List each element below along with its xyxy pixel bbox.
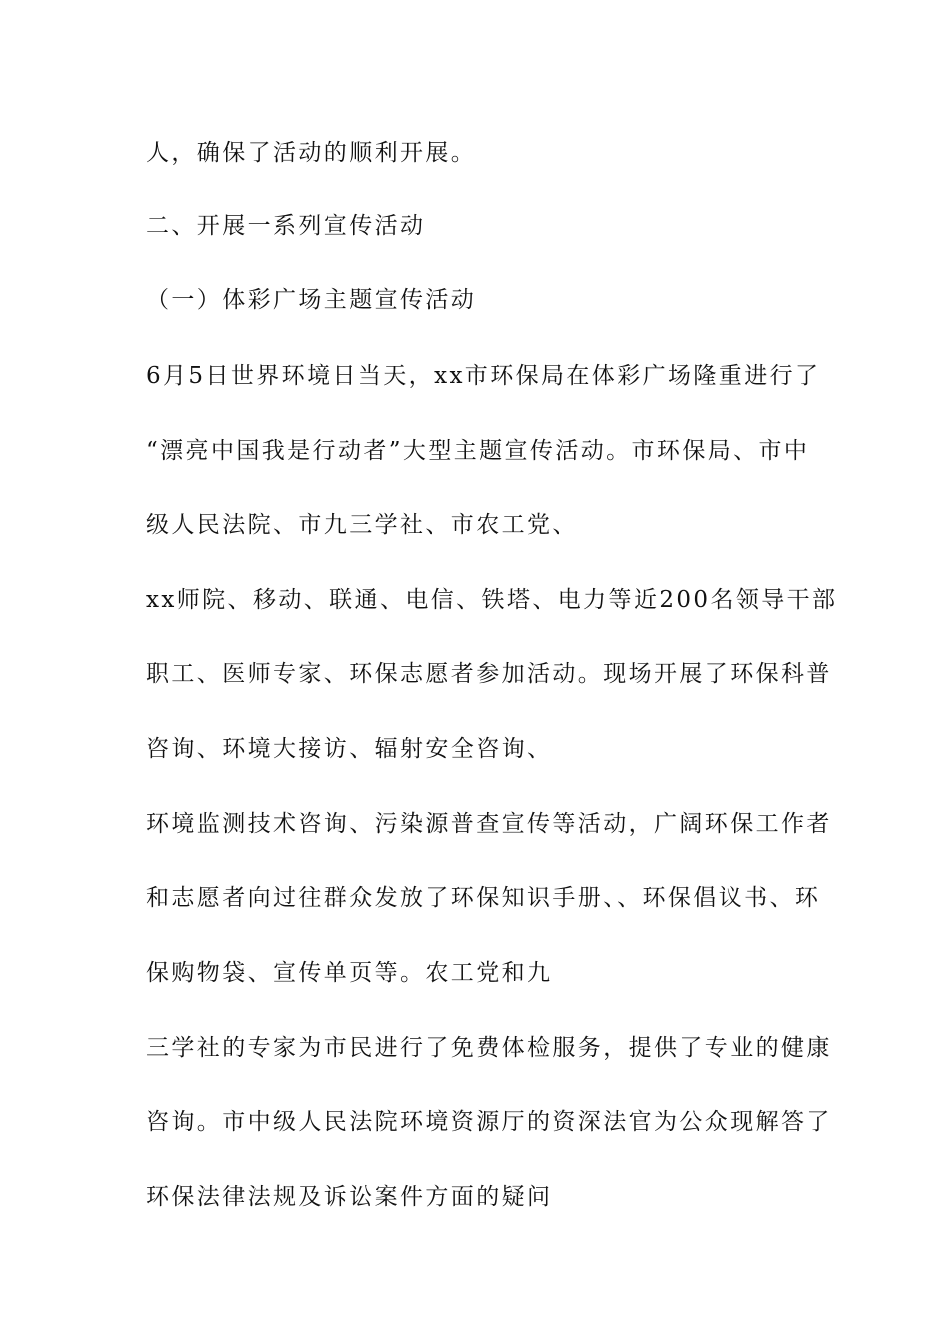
text-line: 环保法律法规及诉讼案件方面的疑问 bbox=[146, 1184, 553, 1210]
text-line: 6月5日世界环境日当天，xx市环保局在体彩广场隆重进行了 bbox=[146, 363, 821, 389]
text-line: “漂亮中国我是行动者”大型主题宣传活动。市环保局、市中 bbox=[146, 438, 810, 464]
text-line: xx师院、移动、联通、电信、铁塔、电力等近200名领导干部 bbox=[146, 587, 838, 613]
text-line: 咨询。市中级人民法院环境资源厅的资深法官为公众现解答了 bbox=[146, 1109, 832, 1135]
text-line: 级人民法院、市九三学社、市农工党、 bbox=[146, 512, 578, 538]
text-line: 职工、医师专家、环保志愿者参加活动。现场开展了环保科普 bbox=[146, 661, 832, 687]
subsection-heading: （一）体彩广场主题宣传活动 bbox=[146, 287, 477, 313]
text-line: 人，确保了活动的顺利开展。 bbox=[146, 140, 477, 166]
text-line: 咨询、环境大接访、辐射安全咨询、 bbox=[146, 736, 553, 762]
section-heading: 二、开展一系列宣传活动 bbox=[146, 213, 426, 239]
text-line: 三学社的专家为市民进行了免费体检服务，提供了专业的健康 bbox=[146, 1035, 832, 1061]
text-line: 环境监测技术咨询、污染源普查宣传等活动，广阔环保工作者 bbox=[146, 811, 832, 837]
text-line: 和志愿者向过往群众发放了环保知识手册、、环保倡议书、环 bbox=[146, 885, 821, 911]
text-line: 保购物袋、宣传单页等。农工党和九 bbox=[146, 960, 553, 986]
